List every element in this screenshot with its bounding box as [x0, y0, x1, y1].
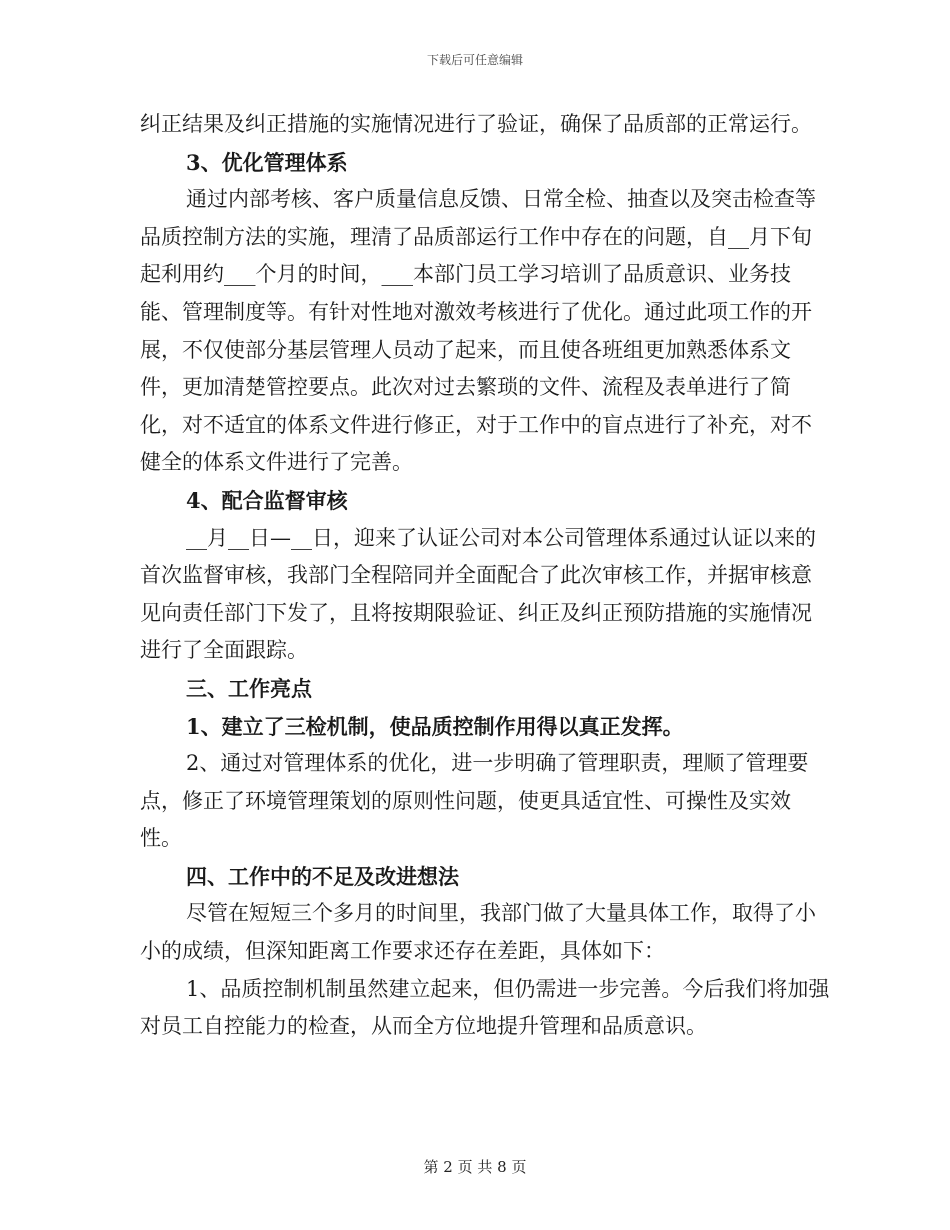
heading-shortcomings: 四、工作中的不足及改进想法 — [186, 863, 459, 889]
paragraph-optimize-system: 通过内部考核、客户质量信息反馈、日常全检、抽查以及突击检查等品质控制方法的实施，理清了品质部运行工作中存在的问题，自__月下旬起利用约___个月的时间，___本部门员工学习培训了品质意识、业务技能、管理制度等。有针对性地对激效考核进行了优化。通过此项工作的开展，不仅使部分基层管理人员动了起来，而且使各班组更加熟悉体系文件，更加清楚管控要点。此次对过去繁琐的文件、流程及表单进行了简化，对不适宜的体系文件进行修正，对于工作中的盲点进行了补充，对不健全的体系文件进行了完善。 — [140, 187, 816, 475]
paragraph-verification: 纠正结果及纠正措施的实施情况进行了验证，确保了品质部的正常运行。 — [140, 112, 812, 136]
page-header: 下载后可任意编辑 — [426, 53, 523, 67]
shortcoming-item-1: 1、品质控制机制虽然建立起来，但仍需进一步完善。今后我们将加强对员工自控能力的检查，从而全方位地提升管理和品质意识。 — [140, 976, 830, 1039]
document-body — [140, 106, 830, 1046]
heading-optimize-system: 3、优化管理体系 — [186, 149, 348, 175]
paragraph-supervision-audit: __月__日—__日，迎来了认证公司对本公司管理体系通过认证以来的首次监督审核，我部门全程陪同并全面配合了此次审核工作，并据审核意见向责任部门下发了，且将按期限验证、纠正及纠正预防措施的实施情况进行了全面跟踪。 — [140, 525, 816, 663]
paragraph-shortcomings-intro: 尽管在短短三个多月的时间里，我部门做了大量具体工作，取得了小小的成绩，但深知距离工作要求还存在差距，具体如下： — [140, 901, 816, 964]
highlight-item-1: 1、建立了三检机制，使品质控制作用得以真正发挥。 — [186, 713, 684, 739]
highlight-item-2: 2、通过对管理体系的优化，进一步明确了管理职责，理顺了管理要点，修正了环境管理策划的原则性问题，使更具适宜性、可操性及实效性。 — [140, 751, 809, 851]
heading-highlights: 三、工作亮点 — [186, 675, 312, 701]
page-footer: 第 2 页 共 8 页 — [423, 1158, 527, 1176]
heading-supervision-audit: 4、配合监督审核 — [186, 487, 348, 513]
